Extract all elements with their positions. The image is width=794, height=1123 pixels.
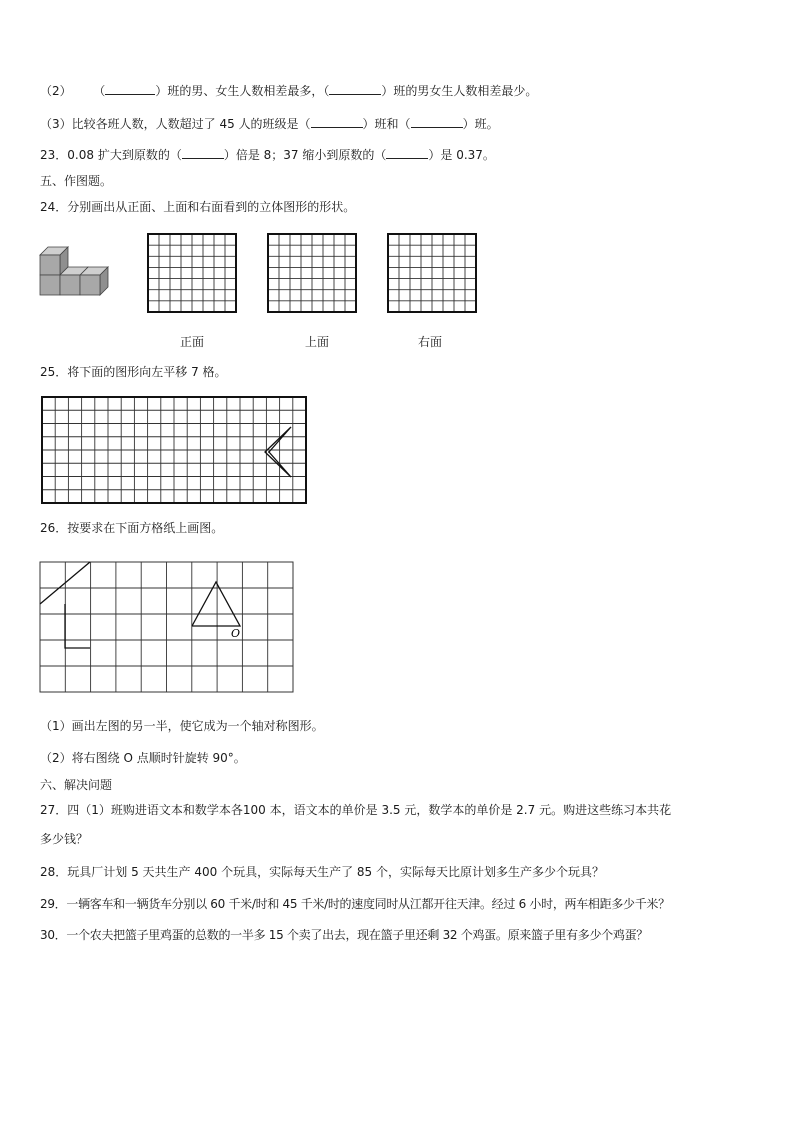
point-o-label: O (231, 627, 241, 640)
front-view-grid[interactable] (148, 234, 238, 314)
question-26-sub2: （2）将右图绕 O 点顺时针旋转 90°。 (40, 751, 246, 765)
question-number: 23． (40, 148, 68, 162)
question-number: （3） (40, 117, 72, 131)
question-24: 24．分别画出从正面、上面和右面看到的立体图形的形状。 (40, 200, 356, 214)
question-number: 26． (40, 521, 68, 535)
question-30: 30．一个农夫把篮子里鸡蛋的总数的一半多 15 个卖了出去，现在篮子里还剩 32 个鸡蛋。原来篮子里有多少个鸡蛋？ (40, 928, 648, 942)
section-heading-5: 五、作图题。 (40, 174, 113, 188)
question-number: 25． (40, 365, 68, 379)
question-number: 30． (40, 928, 67, 942)
question-27-cont: 多少钱？ (40, 832, 89, 846)
question-25: 25．将下面的图形向左平移 7 格。 (40, 365, 227, 379)
question-26: 26．按要求在下面方格纸上画图。 (40, 521, 224, 535)
question-29: 29．一辆客车和一辆货车分别以 60 千米/时和 45 千米/时的速度同时从江都开往天津。经过 6 小时，两车相距多少千米？ (40, 897, 670, 911)
answer-blank[interactable] (105, 82, 155, 95)
answer-blank[interactable] (411, 115, 463, 128)
question-number: 27． (40, 803, 68, 817)
question-number: 28． (40, 865, 68, 879)
answer-blank[interactable] (182, 146, 224, 159)
question-number: 24． (40, 200, 68, 214)
cube-solid-figure (38, 240, 120, 300)
front-view-label: 正面 (179, 335, 204, 349)
question-26-sub1: （1）画出左图的另一半，使它成为一个轴对称图形。 (40, 719, 324, 733)
section-heading-6: 六、解决问题 (40, 778, 113, 792)
question-27: 27．四（1）班购进语文本和数学本各100 本，语文本的单价是 3.5 元，数学本的单价是 2.7 元。购进这些练习本共花 (40, 803, 672, 817)
drawing-grid[interactable] (40, 562, 293, 692)
right-view-grid[interactable] (388, 234, 478, 314)
top-view-label: 上面 (304, 335, 329, 349)
question-22-3: （3）比较各班人数，人数超过了 45 人的班级是（ ）班和（ ）班。 (40, 117, 499, 131)
question-22-2: （2） （ ）班的男、女生人数相差最多，（ ）班的男女生人数相差最少。 (40, 84, 538, 98)
question-number: 29． (40, 897, 67, 911)
question-23: 23．0.08 扩大到原数的（ ）倍是 8；37 缩小到原数的（ ）是 0.37。 (40, 148, 495, 162)
top-view-grid[interactable] (268, 234, 358, 314)
right-view-label: 右面 (417, 335, 442, 349)
triangle-figure (192, 582, 240, 626)
answer-blank[interactable] (386, 146, 428, 159)
answer-blank[interactable] (311, 115, 363, 128)
question-28: 28．玩具厂计划 5 天共生产 400 个玩具，实际每天生产了 85 个，实际每天比原计划多生产多少个玩具？ (40, 865, 604, 879)
translation-grid[interactable] (42, 397, 306, 503)
question-number: （2） (40, 84, 72, 98)
answer-blank[interactable] (329, 82, 381, 95)
